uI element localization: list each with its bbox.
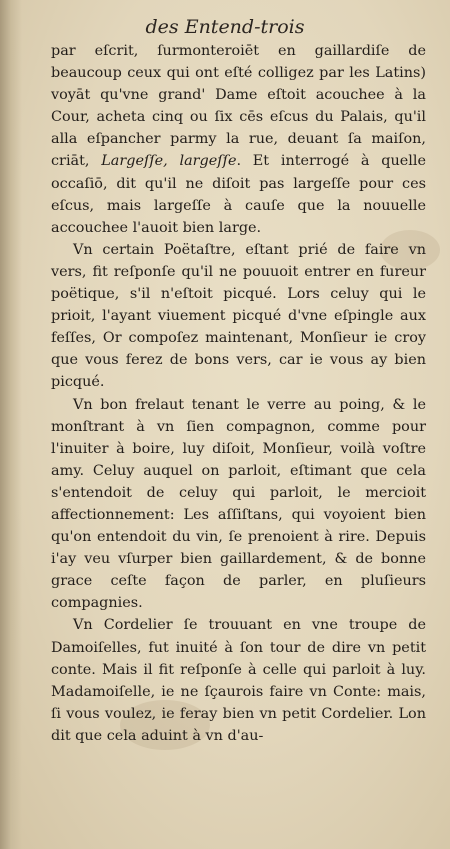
paragraph xyxy=(51,239,426,394)
text-run: Vn certain Poëtaſtre, eſtant prié de faire vn vers, fit reſponſe qu'il ne pouuoit entrer en fureur poëtique, s'il n'eſtoit picqué. Lors celuy qui le prioit, l'ayant viuement picqué d'vne eſpingle aux feſſes, Or compoſez maintenant, Monſieur ie croy que vous ferez de bons vers, car ie vous ay bien picqué. xyxy=(51,241,426,391)
italic-run: Largeſſe, largeſſe xyxy=(101,153,237,170)
paragraph xyxy=(51,394,426,615)
body-text xyxy=(51,40,426,747)
text-run: Vn Cordelier ſe trouuant en vne troupe de Damoiſelles, fut inuité à ſon tour de dire vn petit conte. Mais il fit reſponſe à celle qui parloit à luy. Madamoiſelle, ie ne ſçaurois faire vn Conte: mais, ſi vous voulez, ie feray bien vn petit Cordelier. Lon dit que cela aduint à vn d'au- xyxy=(51,617,426,744)
paragraph xyxy=(51,614,426,747)
text-run: Vn bon frelaut tenant le verre au poing, & le monſtrant à vn ſien compagnon, comme pour l'inuiter à boire, luy diſoit, Monſieur, voilà voſtre amy. Celuy auquel on parloit, eſtimant que cela s'entendoit de celuy qui parloit, le mercioit affectionnement: Les aſſiſtans, qui voyoient bien qu'on entendoit du vin, ſe prenoient à rire. Depuis i'ay veu vſurper bien gaillardement, & de bonne grace ceſte façon de parler, en pluſieurs compagnies. xyxy=(51,396,426,612)
text-run: par eſcrit, ſurmonteroiēt en gaillardiſe de beaucoup ceux qui ont eſté colligez par les Latins) voyāt qu'vne grand' Dame eſtoit acouchee à la Cour, acheta cinq ou ſix cēs eſcus du Palais, qu'il alla eſpancher parmy la rue, deuant ſa maiſon, criāt, xyxy=(51,43,426,170)
running-header: des Entend-trois xyxy=(145,16,305,38)
text-run: . Et interrogé à quelle occaſiō, dit qu'il ne diſoit pas largeſſe pour ces eſcus, mais largeſſe à cauſe que la nouuelle accouchee l'auoit bien large. xyxy=(51,153,426,236)
page-gutter xyxy=(0,0,22,849)
paragraph xyxy=(51,40,426,239)
